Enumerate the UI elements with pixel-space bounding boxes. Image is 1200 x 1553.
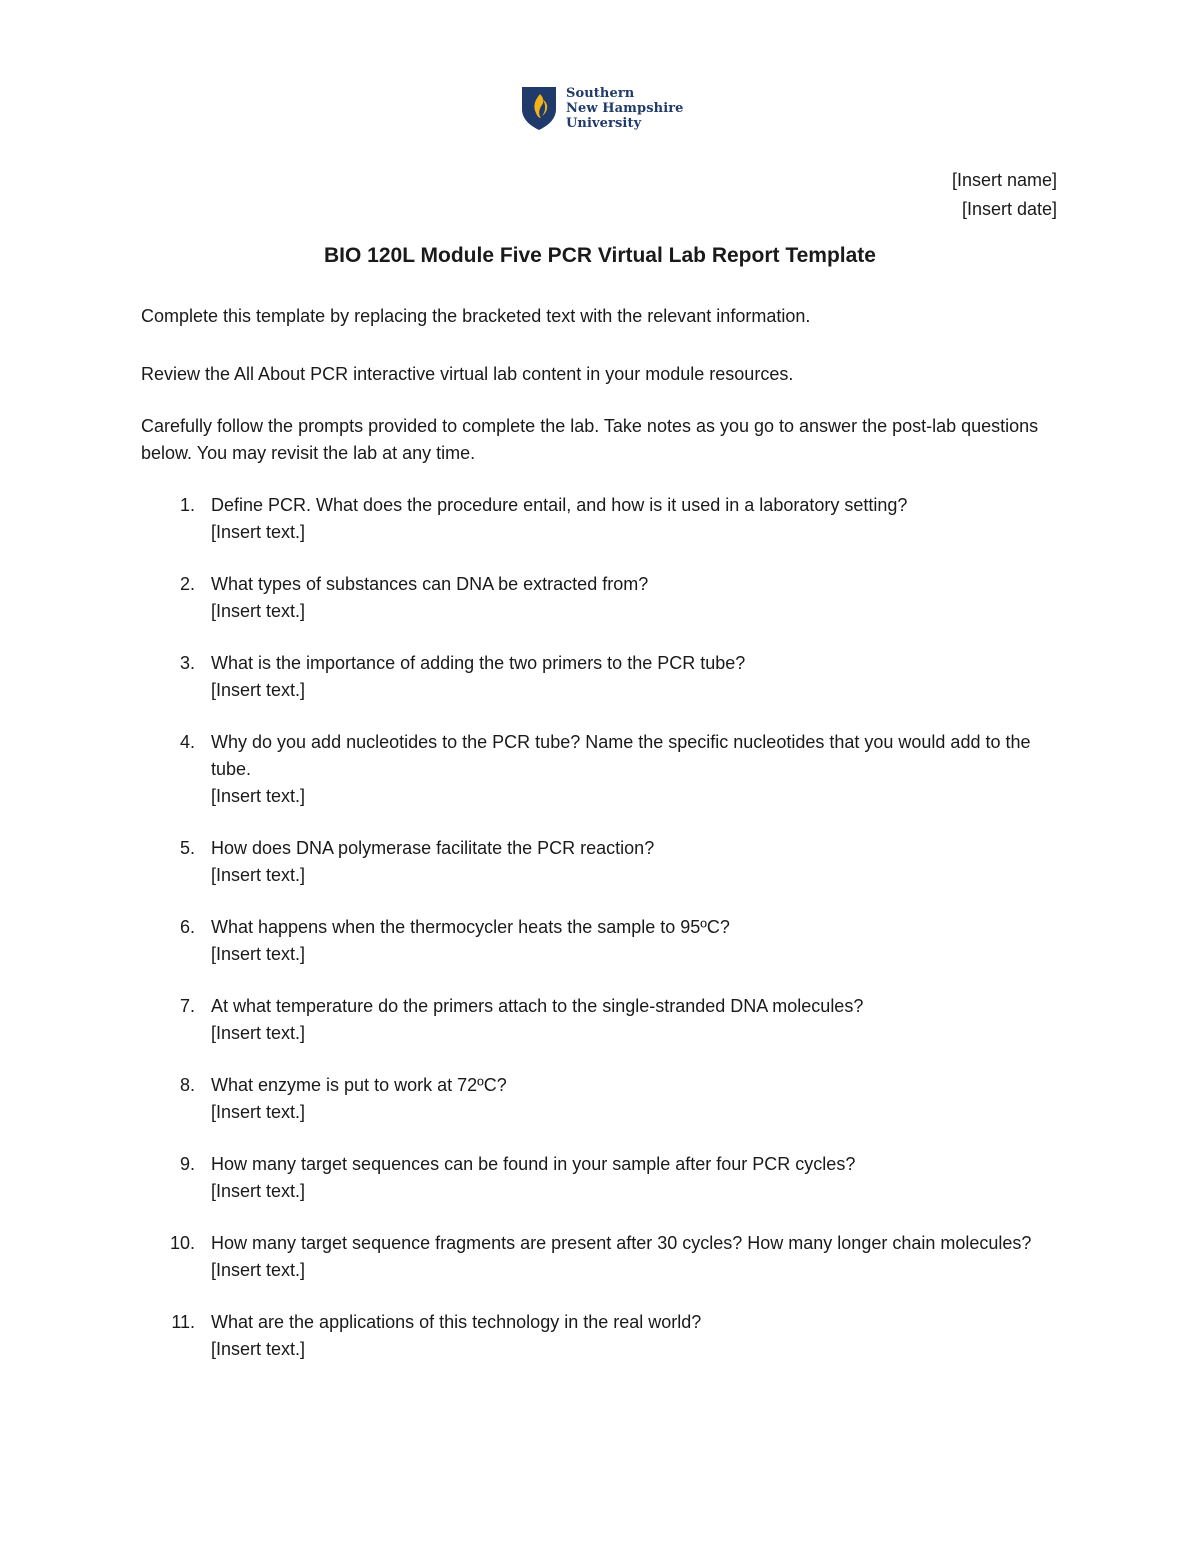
question-number: 7. xyxy=(179,996,195,1016)
answer-placeholder[interactable]: [Insert text.] xyxy=(211,1260,306,1280)
question-text: What enzyme is put to work at 72ºC? xyxy=(211,1075,507,1095)
answer-placeholder[interactable]: [Insert text.] xyxy=(211,1023,306,1043)
answer-placeholder[interactable]: [Insert text.] xyxy=(211,1181,306,1201)
question-number: 10. xyxy=(169,1233,195,1253)
logo-line-2: New Hampshire xyxy=(566,100,684,116)
logo-line-1: Southern xyxy=(566,85,635,101)
intro-paragraph-3: Carefully follow the prompts provided to complete the lab. Take notes as you go to answer the post-lab questions below. You may revisit the lab at any time. xyxy=(141,416,1039,463)
question-text: How many target sequence fragments are present after 30 cycles? How many longer chain molecules? xyxy=(211,1233,1032,1253)
question-number: 1. xyxy=(179,495,195,515)
question-text: How does DNA polymerase facilitate the PCR reaction? xyxy=(211,838,655,858)
question-text: Define PCR. What does the procedure entail, and how is it used in a laboratory setting? xyxy=(211,495,908,515)
student-info xyxy=(952,166,1057,224)
question-item xyxy=(141,1230,1071,1284)
question-text: At what temperature do the primers attach to the single-stranded DNA molecules? xyxy=(211,996,864,1016)
question-item xyxy=(141,1309,1071,1363)
question-item xyxy=(141,1072,1071,1126)
question-item xyxy=(141,650,1071,704)
question-item xyxy=(141,492,1071,546)
question-number: 11. xyxy=(171,1312,195,1332)
snhu-logo xyxy=(520,84,690,132)
answer-placeholder[interactable]: [Insert text.] xyxy=(211,522,306,542)
question-text: How many target sequences can be found in your sample after four PCR cycles? xyxy=(211,1154,856,1174)
question-text: Why do you add nucleotides to the PCR tube? Name the specific nucleotides that you would add to the tube. xyxy=(211,732,1031,779)
question-number: 4. xyxy=(179,732,195,752)
intro-paragraph-2: Review the All About PCR interactive virtual lab content in your module resources. xyxy=(141,364,794,384)
question-text: What happens when the thermocycler heats the sample to 95ºC? xyxy=(211,917,730,937)
page-title: BIO 120L Module Five PCR Virtual Lab Report Template xyxy=(324,244,876,267)
answer-placeholder[interactable]: [Insert text.] xyxy=(211,944,306,964)
question-number: 8. xyxy=(179,1075,195,1095)
date-placeholder[interactable]: [Insert date] xyxy=(961,199,1057,219)
answer-placeholder[interactable]: [Insert text.] xyxy=(211,680,306,700)
answer-placeholder[interactable]: [Insert text.] xyxy=(211,601,306,621)
logo-line-3: University xyxy=(566,115,642,131)
question-number: 6. xyxy=(179,917,195,937)
answer-placeholder[interactable]: [Insert text.] xyxy=(211,1102,306,1122)
shield-flame-icon xyxy=(520,85,558,131)
question-number: 5. xyxy=(179,838,195,858)
question-number: 9. xyxy=(179,1154,195,1174)
question-number: 2. xyxy=(179,574,195,594)
question-list xyxy=(141,492,1071,1388)
university-name xyxy=(566,86,684,131)
question-text: What is the importance of adding the two primers to the PCR tube? xyxy=(211,653,746,673)
question-number: 3. xyxy=(179,653,195,673)
question-item xyxy=(141,729,1071,810)
answer-placeholder[interactable]: [Insert text.] xyxy=(211,786,306,806)
name-placeholder[interactable]: [Insert name] xyxy=(951,170,1057,190)
question-item xyxy=(141,835,1071,889)
question-text: What types of substances can DNA be extracted from? xyxy=(211,574,649,594)
question-text: What are the applications of this technology in the real world? xyxy=(211,1312,702,1332)
question-item xyxy=(141,571,1071,625)
answer-placeholder[interactable]: [Insert text.] xyxy=(211,865,306,885)
intro-paragraph-1: Complete this template by replacing the bracketed text with the relevant information. xyxy=(141,306,811,326)
answer-placeholder[interactable]: [Insert text.] xyxy=(211,1339,306,1359)
question-item xyxy=(141,1151,1071,1205)
question-item xyxy=(141,914,1071,968)
question-item xyxy=(141,993,1071,1047)
